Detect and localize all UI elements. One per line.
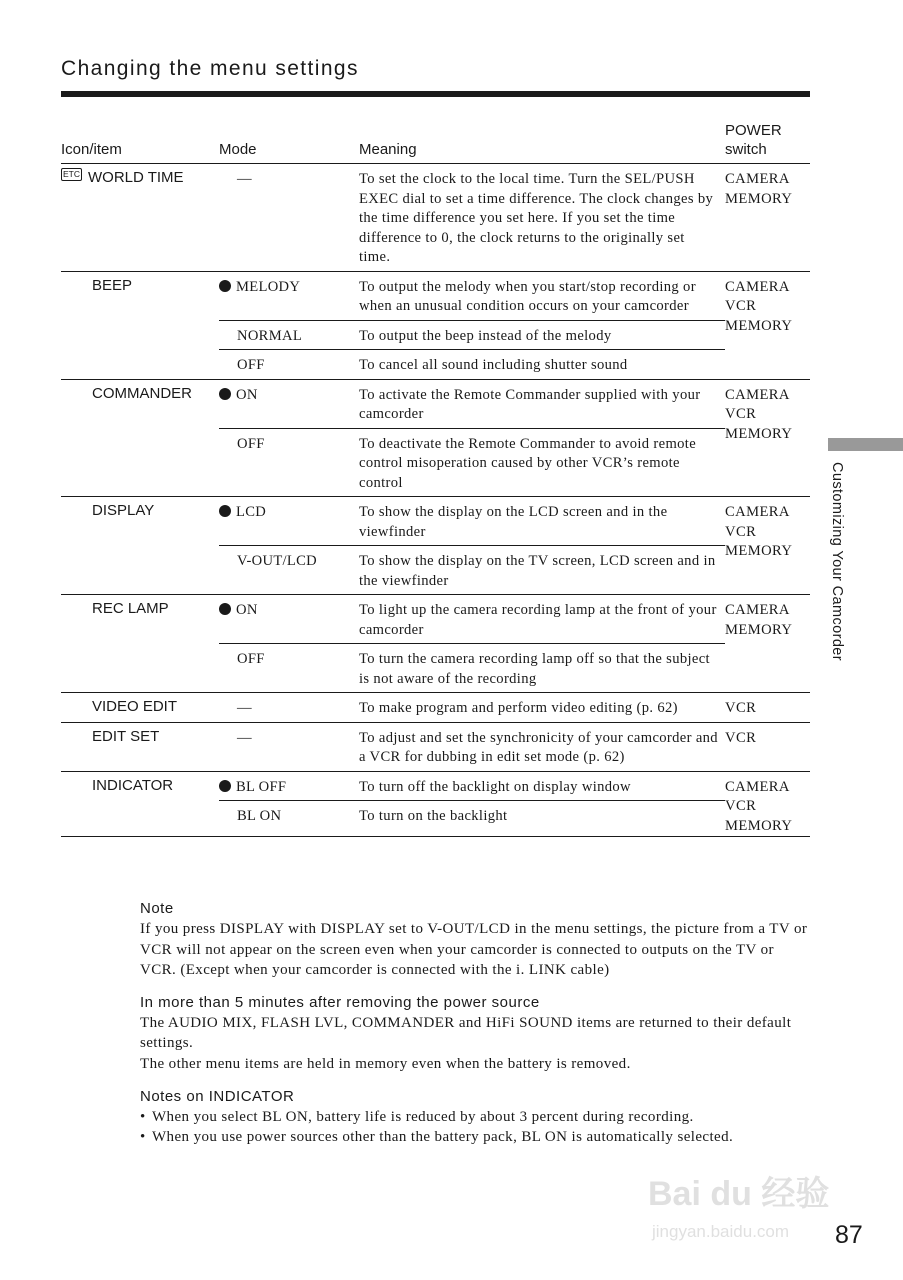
meaning-cell: To turn off the backlight on display window (359, 778, 631, 795)
power-switch-cell (725, 497, 810, 594)
table-row (219, 429, 725, 497)
table-row (219, 350, 725, 379)
side-tab-label: Customizing Your Camcorder (829, 462, 845, 661)
item-label: REC LAMP (92, 600, 169, 617)
item-cell (61, 693, 219, 722)
power-switch-cell (725, 272, 810, 379)
mode-label: NORMAL (237, 327, 303, 344)
item-label: VIDEO EDIT (92, 698, 178, 715)
item-cell (61, 497, 219, 594)
table-row (219, 497, 725, 546)
power-switch-position: CAMERA (725, 278, 790, 295)
power-switch-cell (725, 772, 810, 837)
table-group (61, 164, 810, 272)
item-label: DISPLAY (92, 502, 155, 519)
item-cell (61, 380, 219, 497)
power-switch-position: MEMORY (725, 621, 793, 638)
mode-cell (219, 272, 359, 320)
mode-cell (219, 595, 359, 643)
mode-cell (219, 546, 359, 594)
power-switch-cell (725, 693, 810, 722)
power-switch-cell (725, 723, 810, 771)
table-group (61, 595, 810, 693)
item-cell (61, 164, 219, 271)
mode-rows (219, 772, 725, 837)
default-setting-dot-icon (219, 505, 231, 517)
mode-label: OFF (237, 651, 265, 667)
mode-rows (219, 380, 725, 497)
note-text: If you press DISPLAY with DISPLAY set to V-OUT/LCD in the menu settings, the picture from a TV or VCR will not appear on the screen even when your camcorder is connected to outputs on the TV or VCR. (Except when your camcorder is connected with the i. LINK cable) (140, 921, 808, 979)
power-switch-position: VCR (725, 798, 757, 814)
table-row (219, 644, 725, 692)
item-label: INDICATOR (92, 776, 174, 794)
power-switch-position: MEMORY (725, 190, 793, 207)
etc-menu-icon: ETC (63, 169, 80, 179)
meaning-cell: To activate the Remote Commander supplied with your camcorder (359, 386, 701, 422)
default-setting-dot-icon (219, 780, 231, 792)
meaning-cell: To cancel all sound including shutter sound (359, 357, 628, 373)
header-mode: Mode (219, 141, 257, 158)
meaning-cell: To turn the camera recording lamp off so that the subject is not aware of the recording (359, 651, 710, 687)
mode-label: ON (236, 602, 258, 618)
table-row (219, 272, 725, 321)
mode-label: MELODY (236, 278, 301, 295)
mode-cell (219, 497, 359, 545)
mode-label: BL ON (237, 808, 282, 824)
table-row (219, 546, 725, 594)
mode-label: LCD (236, 504, 267, 520)
page-number: 87 (835, 1221, 863, 1249)
power-switch-cell (725, 164, 810, 271)
indicator-notes-list (140, 1107, 812, 1148)
indicator-note-item: • When you select BL ON, battery life is reduced by about 3 percent during recording. (140, 1107, 812, 1128)
meaning-cell: To output the melody when you start/stop recording or when an unusual condition occurs on your camcorder (359, 278, 696, 314)
power-switch-position: CAMERA (725, 386, 790, 403)
item-label: COMMANDER (92, 384, 192, 402)
default-setting-dot-icon (219, 280, 231, 292)
meaning-cell: To output the beep instead of the melody (359, 327, 612, 344)
item-label: WORLD TIME (88, 169, 184, 186)
mode-cell (219, 380, 359, 428)
mode-label: OFF (237, 357, 265, 373)
page-title: Changing the menu settings (61, 57, 359, 80)
mode-label: — (237, 171, 252, 187)
power-switch-position: CAMERA (725, 778, 790, 795)
mode-cell (219, 772, 359, 801)
table-header (61, 120, 810, 164)
table-row (219, 380, 725, 429)
power-switch-position: MEMORY (725, 543, 793, 559)
table-group (61, 772, 810, 838)
item-label: BEEP (92, 276, 133, 294)
power-switch-position: CAMERA (725, 171, 790, 187)
mode-label: OFF (237, 435, 265, 452)
item-cell (61, 772, 219, 837)
header-icon-item: Icon/item (61, 141, 122, 158)
side-tab-bar (828, 438, 903, 451)
power-switch-position: VCR (725, 406, 757, 422)
table-row (219, 723, 725, 771)
mode-cell (219, 429, 359, 497)
mode-rows (219, 497, 725, 594)
power-switch-position: MEMORY (725, 317, 793, 334)
table-group (61, 497, 810, 595)
mode-rows (219, 723, 725, 771)
mode-rows (219, 272, 725, 379)
table-row (219, 801, 725, 830)
item-cell (61, 272, 219, 379)
meaning-cell: To turn on the backlight (359, 808, 508, 824)
table-row (219, 164, 725, 271)
power-switch-position: VCR (725, 298, 757, 314)
meaning-cell: To make program and perform video editing (p. 62) (359, 700, 678, 716)
indicator-notes-heading: Notes on INDICATOR (140, 1087, 295, 1105)
power-switch-cell (725, 595, 810, 692)
table-row (219, 321, 725, 351)
power-source-text-2: The other menu items are held in memory even when the battery is removed. (140, 1055, 631, 1072)
power-source-heading: In more than 5 minutes after removing the power source (140, 993, 540, 1011)
power-switch-position: VCR (725, 700, 757, 716)
item-cell (61, 723, 219, 771)
header-power-switch: POWER switch (725, 122, 782, 158)
mode-label: ON (236, 386, 258, 403)
power-switch-position: VCR (725, 729, 757, 746)
watermark-url: jingyan.baidu.com (652, 1222, 790, 1241)
meaning-cell: To show the display on the LCD screen and in the viewfinder (359, 504, 668, 540)
mode-label: — (237, 729, 252, 746)
note-heading: Note (140, 900, 174, 917)
mode-cell (219, 723, 359, 771)
mode-rows (219, 595, 725, 692)
table-row (219, 772, 725, 802)
title-rule (61, 91, 810, 97)
meaning-cell: To deactivate the Remote Commander to avoid remote control misoperation caused by other VCR’s remote control (359, 435, 697, 491)
notes-section (140, 899, 812, 1148)
table-group (61, 693, 810, 723)
menu-settings-table (61, 120, 810, 837)
mode-cell (219, 164, 359, 271)
mode-label: BL OFF (236, 778, 287, 795)
meaning-cell: To adjust and set the synchronicity of your camcorder and a VCR for dubbing in edit set mode (p. 62) (359, 729, 718, 765)
mode-rows (219, 693, 725, 722)
table-group (61, 723, 810, 772)
mode-cell (219, 321, 359, 350)
table-row (219, 595, 725, 644)
mode-label: V-OUT/LCD (237, 553, 317, 569)
mode-label: — (237, 700, 252, 716)
watermark-brand: Bai du 经验 (648, 1175, 830, 1213)
mode-cell (219, 693, 359, 722)
table-group (61, 272, 810, 380)
item-label: EDIT SET (92, 727, 160, 745)
meaning-cell: To light up the camera recording lamp at the front of your camcorder (359, 602, 717, 638)
default-setting-dot-icon (219, 388, 231, 400)
default-setting-dot-icon (219, 603, 231, 615)
table-row (219, 693, 725, 722)
meaning-cell: To set the clock to the local time. Turn the SEL/PUSH EXEC dial to set a time difference. The clock changes by the time difference you set here. If you set the time difference to 0, the clock returns to the originally set time. (359, 171, 714, 265)
mode-cell (219, 644, 359, 692)
power-switch-position: CAMERA (725, 504, 790, 520)
indicator-note-item: • When you use power sources other than the battery pack, BL ON is automatically selected. (140, 1127, 812, 1148)
mode-cell (219, 801, 359, 830)
power-switch-position: VCR (725, 523, 757, 540)
power-switch-position: MEMORY (725, 817, 793, 834)
table-group (61, 380, 810, 498)
header-meaning: Meaning (359, 141, 417, 158)
power-source-text-1: The AUDIO MIX, FLASH LVL, COMMANDER and HiFi SOUND items are returned to their default settings. (140, 1014, 792, 1052)
mode-cell (219, 350, 359, 379)
meaning-cell: To show the display on the TV screen, LCD screen and in the viewfinder (359, 553, 716, 589)
power-switch-position: CAMERA (725, 602, 790, 618)
item-cell (61, 595, 219, 692)
power-switch-position: MEMORY (725, 425, 793, 442)
power-switch-cell (725, 380, 810, 497)
table-body (61, 164, 810, 837)
mode-rows (219, 164, 725, 271)
